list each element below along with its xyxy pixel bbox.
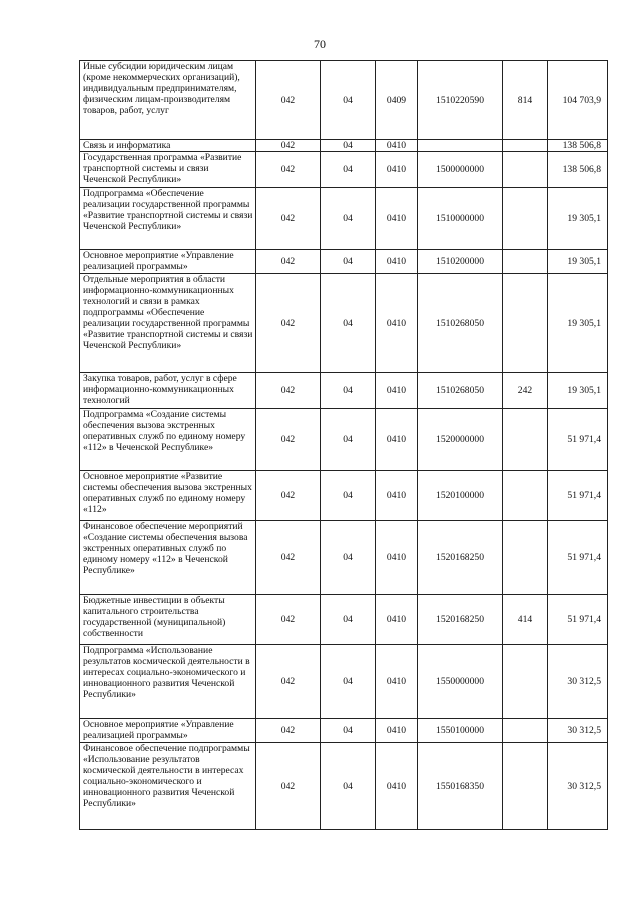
row-expense-type-code [503,719,548,743]
row-name: Подпрограмма «Использование результатов космической деятельности в интересах социально-экономического и инновационного развития Чеченской Республики» [80,645,256,719]
row-amount: 51 971,4 [548,409,608,471]
row-subsection-code: 0410 [376,409,418,471]
row-target-code: 1510220590 [418,61,503,140]
row-subsection-code: 0410 [376,274,418,373]
row-target-code: 1510200000 [418,250,503,274]
row-ministry-code: 042 [256,152,321,188]
row-subsection-code: 0410 [376,645,418,719]
row-ministry-code: 042 [256,140,321,152]
row-ministry-code: 042 [256,743,321,830]
row-target-code: 1520100000 [418,471,503,521]
table-row [80,274,608,373]
table-row [80,250,608,274]
row-section-code: 04 [321,188,376,250]
row-name: Основное мероприятие «Управление реализацией программы» [80,250,256,274]
row-section-code: 04 [321,61,376,140]
row-ministry-code: 042 [256,188,321,250]
row-expense-type-code [503,188,548,250]
row-section-code: 04 [321,152,376,188]
row-expense-type-code [503,140,548,152]
row-amount: 19 305,1 [548,274,608,373]
table-row [80,188,608,250]
row-expense-type-code [503,250,548,274]
table-row [80,140,608,152]
table-row [80,521,608,595]
table-row [80,471,608,521]
row-amount: 19 305,1 [548,250,608,274]
row-ministry-code: 042 [256,409,321,471]
table-row [80,373,608,409]
row-name: Закупка товаров, работ, услуг в сфере информационно-коммуникационных технологий [80,373,256,409]
row-name: Подпрограмма «Создание системы обеспечения вызова экстренных оперативных служб по единому номеру «112» в Чеченской Республике» [80,409,256,471]
row-name: Финансовое обеспечение подпрограммы «Использование результатов космической деятельности в интересах социально-экономического и инновационного развития Чеченской Республики» [80,743,256,830]
table-row [80,645,608,719]
row-target-code: 1550100000 [418,719,503,743]
row-expense-type-code [503,471,548,521]
row-section-code: 04 [321,645,376,719]
row-section-code: 04 [321,274,376,373]
table-row [80,719,608,743]
row-expense-type-code [503,743,548,830]
row-name: Бюджетные инвестиции в объекты капитального строительства государственной (муниципальной) собственности [80,595,256,645]
row-ministry-code: 042 [256,250,321,274]
row-ministry-code: 042 [256,373,321,409]
row-expense-type-code [503,521,548,595]
row-target-code: 1550000000 [418,645,503,719]
row-target-code: 1510000000 [418,188,503,250]
row-expense-type-code: 414 [503,595,548,645]
row-subsection-code: 0410 [376,373,418,409]
row-amount: 138 506,8 [548,140,608,152]
row-amount: 30 312,5 [548,743,608,830]
row-section-code: 04 [321,140,376,152]
row-expense-type-code [503,409,548,471]
row-amount: 19 305,1 [548,188,608,250]
row-target-code: 1500000000 [418,152,503,188]
row-name: Подпрограмма «Обеспечение реализации государственной программы «Развитие транспортной системы и связи Чеченской Республики» [80,188,256,250]
row-subsection-code: 0409 [376,61,418,140]
row-amount: 51 971,4 [548,521,608,595]
row-amount: 19 305,1 [548,373,608,409]
row-name: Основное мероприятие «Управление реализацией программы» [80,719,256,743]
row-amount: 104 703,9 [548,61,608,140]
row-target-code: 1550168350 [418,743,503,830]
row-subsection-code: 0410 [376,521,418,595]
row-ministry-code: 042 [256,595,321,645]
row-name: Основное мероприятие «Развитие системы обеспечения вызова экстренных оперативных служб по единому номеру «112» [80,471,256,521]
row-amount: 51 971,4 [548,595,608,645]
page-number: 70 [314,37,326,51]
budget-table [79,60,608,830]
row-subsection-code: 0410 [376,471,418,521]
row-name: Иные субсидии юридическим лицам (кроме некоммерческих организаций), индивидуальным предпринимателям, физическим лицам-производителям товаров, работ, услуг [80,61,256,140]
row-section-code: 04 [321,743,376,830]
row-target-code: 1510268050 [418,274,503,373]
row-section-code: 04 [321,471,376,521]
row-section-code: 04 [321,250,376,274]
row-subsection-code: 0410 [376,743,418,830]
row-target-code: 1520000000 [418,409,503,471]
row-ministry-code: 042 [256,471,321,521]
row-section-code: 04 [321,595,376,645]
row-name: Связь и информатика [80,140,256,152]
table-row [80,743,608,830]
row-expense-type-code: 242 [503,373,548,409]
row-subsection-code: 0410 [376,140,418,152]
row-ministry-code: 042 [256,645,321,719]
row-subsection-code: 0410 [376,188,418,250]
row-ministry-code: 042 [256,719,321,743]
row-subsection-code: 0410 [376,719,418,743]
row-section-code: 04 [321,719,376,743]
row-ministry-code: 042 [256,521,321,595]
row-ministry-code: 042 [256,61,321,140]
row-expense-type-code [503,152,548,188]
row-expense-type-code: 814 [503,61,548,140]
row-name: Государственная программа «Развитие транспортной системы и связи Чеченской Республики» [80,152,256,188]
row-name: Финансовое обеспечение мероприятий «Создание системы обеспечения вызова экстренных оперативных служб по единому номеру «112» в Чеченской Республике» [80,521,256,595]
table-row [80,409,608,471]
row-expense-type-code [503,274,548,373]
row-expense-type-code [503,645,548,719]
table-row [80,61,608,140]
row-section-code: 04 [321,409,376,471]
row-subsection-code: 0410 [376,595,418,645]
row-name: Отдельные мероприятия в области информационно-коммуникационных технологий и связи в рамках подпрограммы «Обеспечение реализации государственной программы «Развитие транспортной системы и связи Чеченской Республики» [80,274,256,373]
row-target-code: 1510268050 [418,373,503,409]
row-amount: 30 312,5 [548,719,608,743]
row-subsection-code: 0410 [376,152,418,188]
row-amount: 51 971,4 [548,471,608,521]
table-row [80,595,608,645]
row-ministry-code: 042 [256,274,321,373]
row-subsection-code: 0410 [376,250,418,274]
row-amount: 138 506,8 [548,152,608,188]
row-amount: 30 312,5 [548,645,608,719]
row-section-code: 04 [321,373,376,409]
row-target-code [418,140,503,152]
row-target-code: 1520168250 [418,521,503,595]
row-section-code: 04 [321,521,376,595]
table-row [80,152,608,188]
row-target-code: 1520168250 [418,595,503,645]
